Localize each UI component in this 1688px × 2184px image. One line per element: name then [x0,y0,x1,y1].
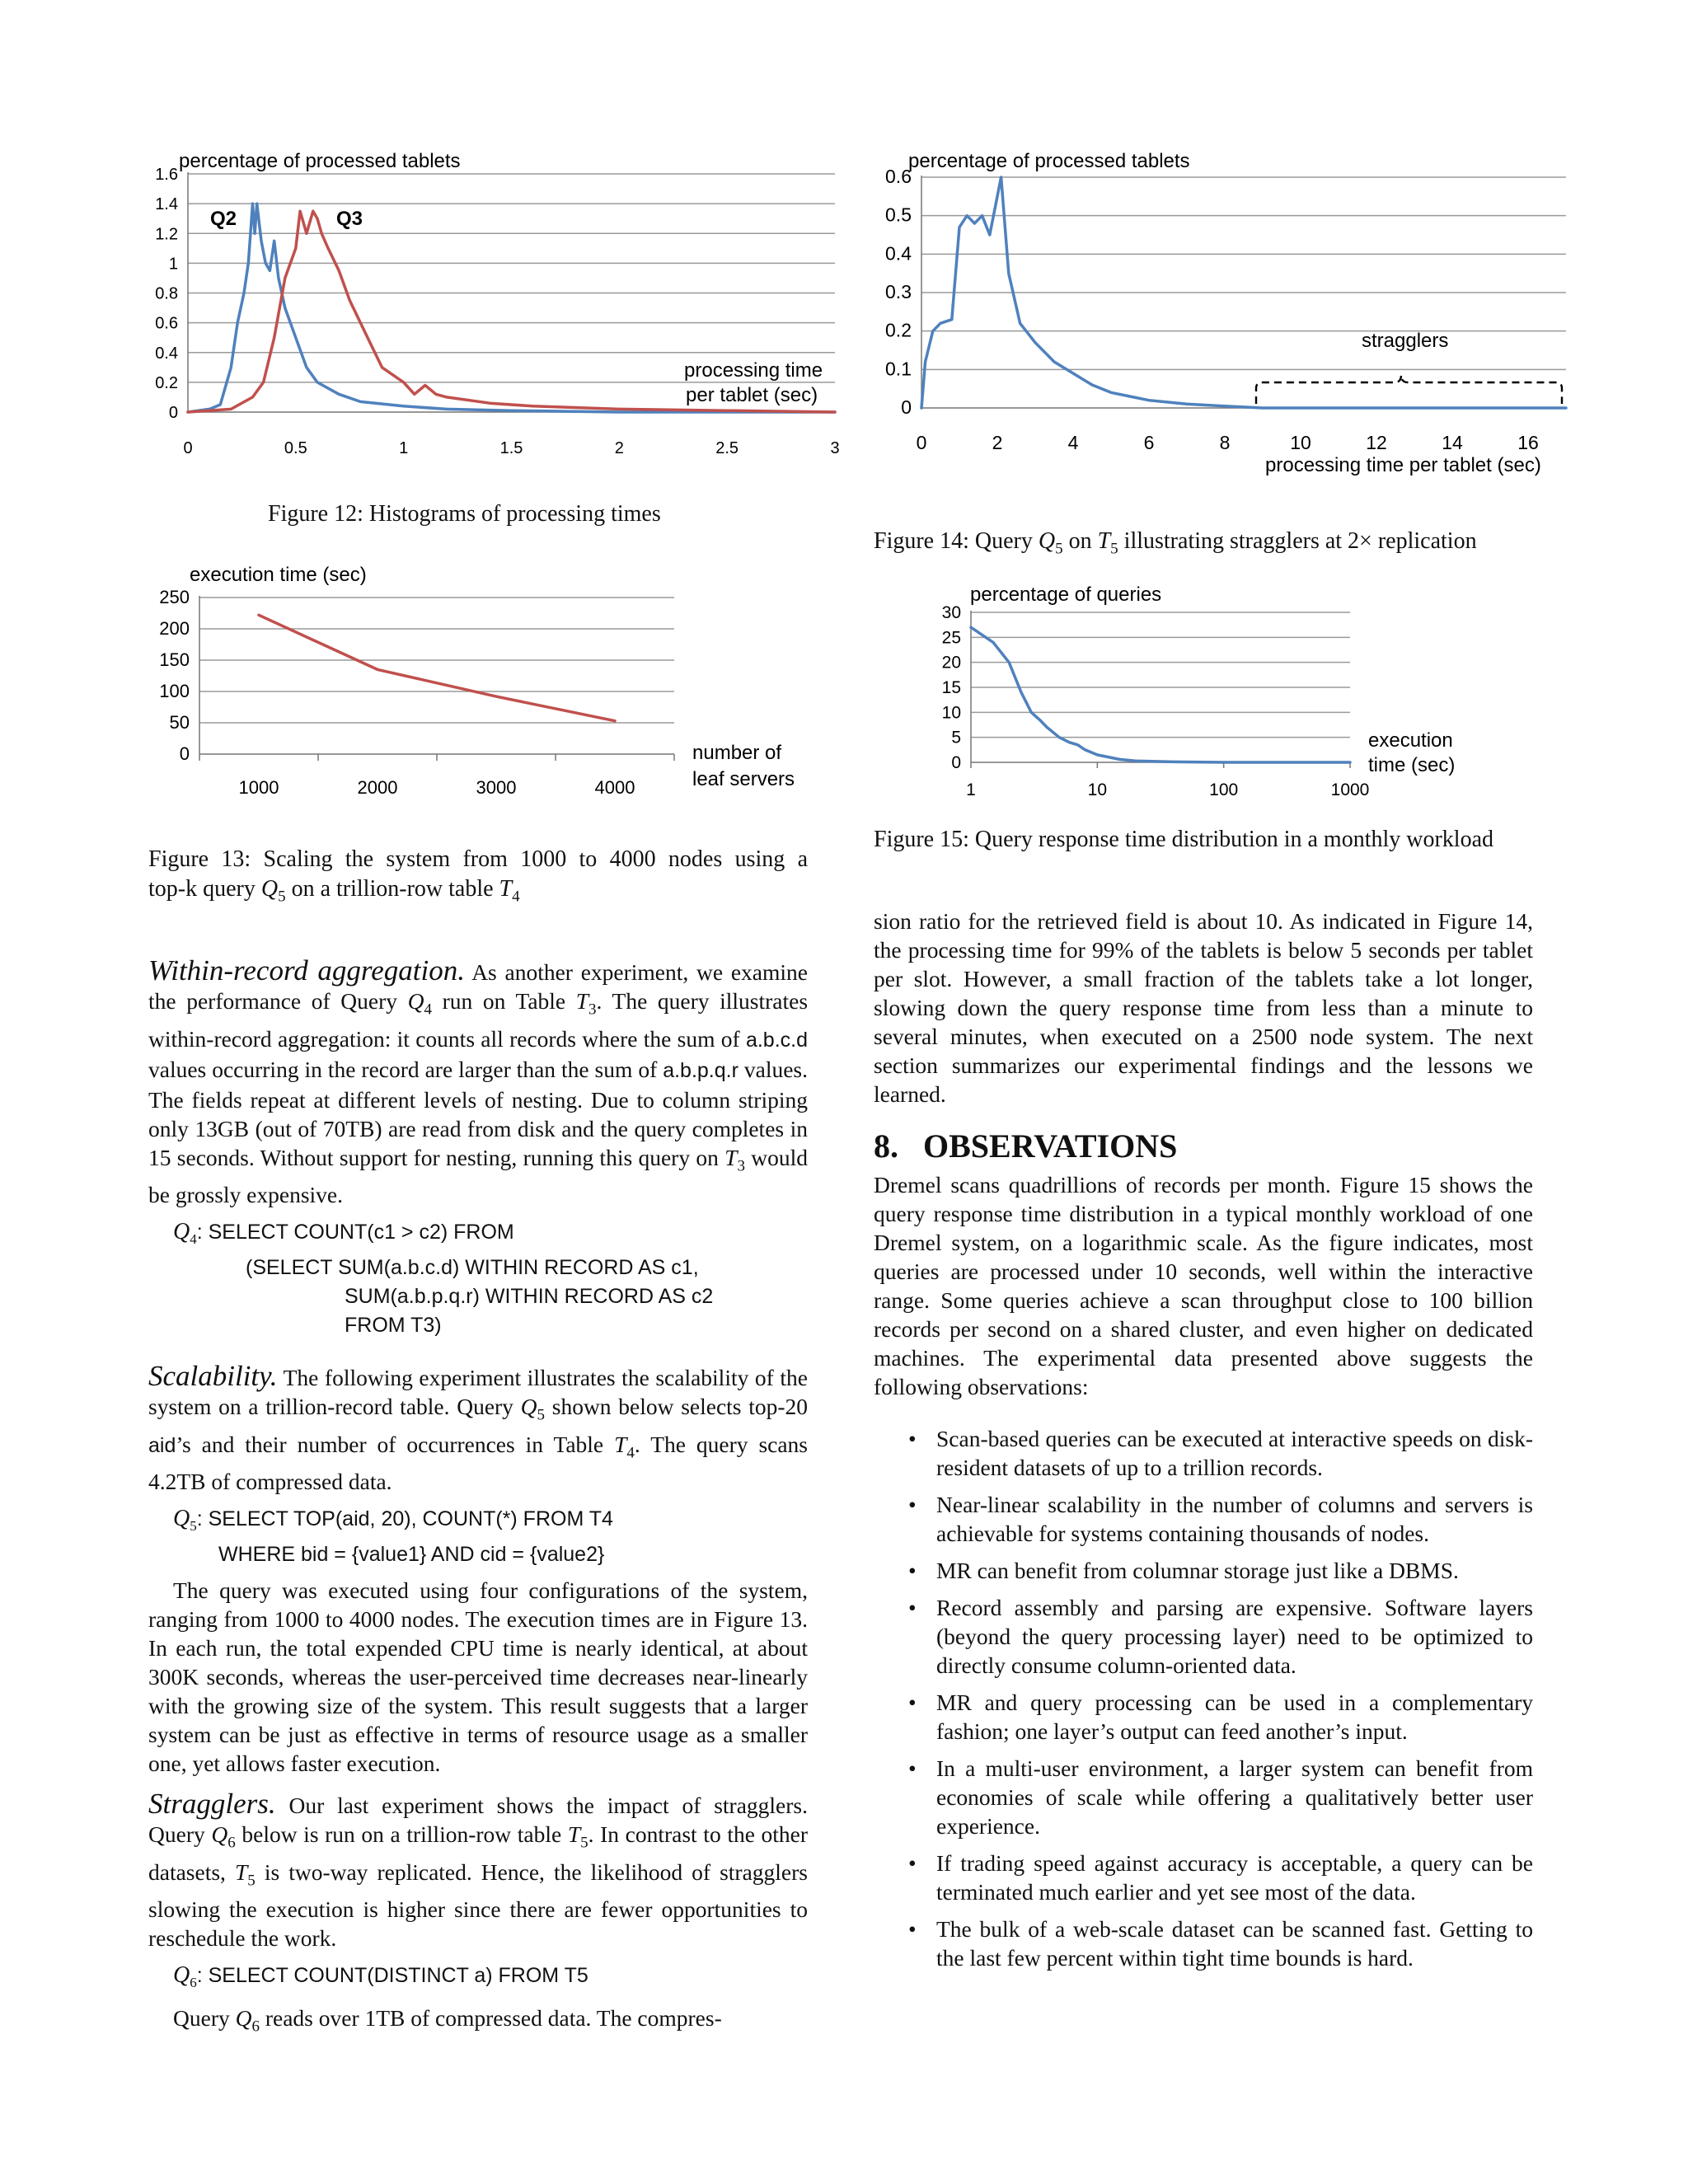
fig15-ylabel: percentage of queries [970,583,1162,606]
fig13-ytick-label: 100 [159,681,190,701]
fig15-caption: Figure 15: Query response time distribution in a monthly workload [874,827,1494,852]
section-title-observations: 8. OBSERVATIONS [874,1127,1178,1165]
fig12-xtick-label: 1.5 [499,439,523,457]
list-item: • Record assembly and parsing are expensive. Software layers (beyond the query processing layer) need to be optimized to directly consume column-oriented data. [908,1595,1533,1678]
fig15-ytick-label: 0 [951,753,961,772]
observations-list [874,1424,1533,1972]
fig15-ytick-label: 20 [941,653,961,673]
fig15-xtick-label: 1000 [1330,780,1370,799]
fig14-xtick-label: 2 [992,432,1003,453]
fig12-chart [140,144,841,457]
fig13-ytick-label: 0 [179,743,190,764]
figure-12 [140,144,841,457]
fig14-annotation: stragglers [1362,330,1449,352]
list-item: • The bulk of a web-scale dataset can be scanned fast. Getting to the last few percent within tight time bounds is hard. [908,1916,1533,1971]
figure-14 [857,144,1582,482]
fig12-caption: Figure 12: Histograms of processing times [268,501,661,527]
fig15-xtick-label: 1 [966,780,976,799]
fig12-ytick-label: 1.6 [155,166,178,184]
fig15-ytick-label: 15 [941,678,961,697]
fig12-ytick-label: 0.8 [155,284,178,303]
figure-13 [140,556,841,804]
fig13-xtick-label: 3000 [476,777,517,798]
fig15-ytick-label: 10 [941,703,961,723]
fig14-xtick-label: 10 [1290,432,1311,453]
fig12-ytick-label: 0 [168,404,178,422]
fig13-ytick-label: 50 [169,712,190,733]
fig14-ylabel: percentage of processed tablets [908,150,1190,172]
fig12-label-q3: Q3 [336,208,363,230]
fig12-xtick-label: 0 [183,439,193,457]
fig12-label-q2: Q2 [210,208,237,230]
fig12-ytick-label: 0.6 [155,314,178,333]
fig15-ytick-label: 25 [941,628,961,648]
fig13-caption: Figure 13: Scaling the system from 1000 to 4000 nodes using a top-k query $Q_5$ on a trillion-row table $T_4$ [148,846,808,906]
scalability-paragraph-2: The query was executed using four configurations of the system, ranging from 1000 to 4000 nodes. The execution times are in Figure 13. In each run, the total expended CPU time is nearly identical, at about 300K seconds, whereas the user-perceived time decreases near-linearly with the growing size of the system. This result suggests that a larger system can be just as effective in terms of resource usage as a smaller one, yet allows faster execution. [148,1577,808,1776]
list-item: • If trading speed against accuracy is acceptable, a query can be terminated much earlier and yet see most of the data. [908,1850,1533,1905]
fig14-xtick-label: 6 [1143,432,1155,453]
fig14-xtick-label: 8 [1219,432,1231,453]
fig14-ytick-label: 0.2 [885,319,912,341]
fig15-xlabel-1: execution [1368,729,1453,752]
fig12-ytick-label: 1 [168,255,178,274]
fig14-caption: Figure 14: Query $Q_5$ on $T_5$ illustrating stragglers at 2× replication [874,528,1477,558]
fig14-ytick-label: 0.5 [885,204,912,226]
fig14-xtick-label: 0 [916,432,927,453]
observations-paragraph: Dremel scans quadrillions of records per month. Figure 15 shows the query response time distribution in a typical monthly workload of one Dremel system, on a logarithmic scale. As the figure indicates, most queries are processed under 10 seconds, well within the interactive range. Some queries achieve a scan throughput close to 100 billion records per second on a shared cluster, and even higher on dedicated machines. The experimental data presented above suggests the following observations: [874,1172,1533,1399]
fig14-ytick-label: 0.1 [885,358,912,380]
query-q6: $Q_6$: SELECT COUNT(DISTINCT a) FROM T5 [173,1962,588,1990]
fig14-ytick-label: 0.3 [885,281,912,302]
fig15-chart [923,577,1500,816]
fig12-xtick-label: 0.5 [284,439,307,457]
list-item: • MR and query processing can be used in a complementary fashion; one layer’s output can feed another’s input. [908,1690,1533,1744]
right-column [874,907,1533,1980]
fig12-ylabel: percentage of processed tablets [179,150,461,172]
list-item: • MR can benefit from columnar storage just like a DBMS. [908,1558,1459,1583]
fig13-ytick-label: 250 [159,587,190,607]
fig13-chart [140,556,841,804]
fig12-ytick-label: 0.4 [155,344,178,363]
continued-paragraph: sion ratio for the retrieved field is about 10. As indicated in Figure 14, the processing time for 99% of the tablets is below 5 seconds per tablet per slot. However, a small fraction of the tablets take a lot longer, slowing down the query response time from less than a minute to several minutes, when executed on a 2500 node system. The next section summarizes our experimental findings and the lessons we learned. [874,908,1534,1107]
fig12-xtick-label: 1 [399,439,409,457]
fig13-xtick-label: 1000 [238,777,279,798]
left-column [148,956,808,2041]
list-item: • In a multi-user environment, a larger system can benefit from economies of scale while offering a qualitatively better user experience. [908,1755,1533,1839]
fig14-xtick-label: 4 [1067,432,1079,453]
figure-15 [923,577,1500,816]
fig13-ytick-label: 150 [159,649,190,670]
fig15-ytick-label: 30 [941,603,961,622]
fig14-xtick-label: 12 [1366,432,1387,453]
fig12-xlabel-2: per tablet (sec) [686,384,818,406]
fig13-ytick-label: 200 [159,618,190,639]
fig13-series-line-q5 [259,615,615,720]
fig13-ylabel: execution time (sec) [190,564,367,586]
fig15-xtick-label: 100 [1209,780,1239,799]
fig14-stragglers-brace [1256,375,1562,404]
fig15-ytick-label: 5 [951,728,961,748]
fig12-xtick-label: 3 [830,439,840,457]
fig13-xlabel-1: number of [692,742,782,764]
fig12-xtick-label: 2 [614,439,624,457]
scalability-paragraph: Scalability. The following experiment illustrates the scalability of the system on a trillion-record table. Query $Q_5$ shown below selects top-20 aid’s and their number of occurrences in Table $T_4$. The query scans 4.2TB of compressed data. [148,1360,809,1494]
stragglers-paragraph: Stragglers. Our last experiment shows the impact of stragglers. Query $Q_6$ below is run on a trillion-row table $T_5$. In contrast to the other datasets, $T_5$ is two-way replicated. Hence, the likelihood of stragglers slowing the execution is higher since there are fewer opportunities to reschedule the work. [148,1788,809,1951]
fig14-xtick-label: 16 [1517,432,1539,453]
fig15-xtick-label: 10 [1087,780,1108,799]
within-record-paragraph: Within-record aggregation. As another experiment, we examine the performance of Query $Q_4$ run on Table $T_3$. The query illustrates within-record aggregation: it counts all records where the sum of a.b.c.d values occurring in the record are larger than the sum of a.b.p.q.r values. The fields repeat at different levels of nesting. Due to column striping only 13GB (out of 70TB) are read from disk and the query completes in 15 seconds. Without support for nesting, running this query on $T_3$ would be grossly expensive. [148,954,809,1207]
fig12-xtick-label: 2.5 [715,439,739,457]
query-q4: $Q_4$: SELECT COUNT(c1 > c2) FROM (SELECT SUM(a.b.c.d) WITHIN RECORD AS c1, SUM(a.b.p.q.r) WITHIN RECORD AS c2 FROM T3) [173,1219,714,1337]
fig14-ytick-label: 0 [901,396,912,418]
fig12-ytick-label: 1.4 [155,195,178,214]
fig12-ytick-label: 0.2 [155,373,178,392]
fig12-xlabel-1: processing time [684,359,823,382]
fig15-series-line-queries [971,627,1350,762]
fig13-xlabel-2: leaf servers [692,768,795,790]
query-q5: $Q_5$: SELECT TOP(aid, 20), COUNT(*) FROM T4 WHERE bid = {value1} AND cid = {value2} [173,1506,613,1566]
list-item: • Near-linear scalability in the number of columns and servers is achievable for systems containing thousands of nodes. [908,1492,1533,1546]
fig12-ytick-label: 1.2 [155,225,178,244]
fig15-xlabel-2: time (sec) [1368,754,1456,776]
fig14-ytick-label: 0.4 [885,242,912,265]
fig14-xlabel: processing time per tablet (sec) [1265,454,1541,476]
fig13-xtick-label: 4000 [594,777,635,798]
final-paragraph: Query $Q_6$ reads over 1TB of compressed data. The compres- [173,2005,722,2036]
fig13-xtick-label: 2000 [357,777,398,798]
fig14-ytick-label: 0.6 [885,166,912,187]
list-item: • Scan-based queries can be executed at interactive speeds on disk-resident datasets of up to a trillion records. [908,1426,1533,1480]
fig14-xtick-label: 14 [1442,432,1463,453]
fig14-chart [857,144,1582,482]
